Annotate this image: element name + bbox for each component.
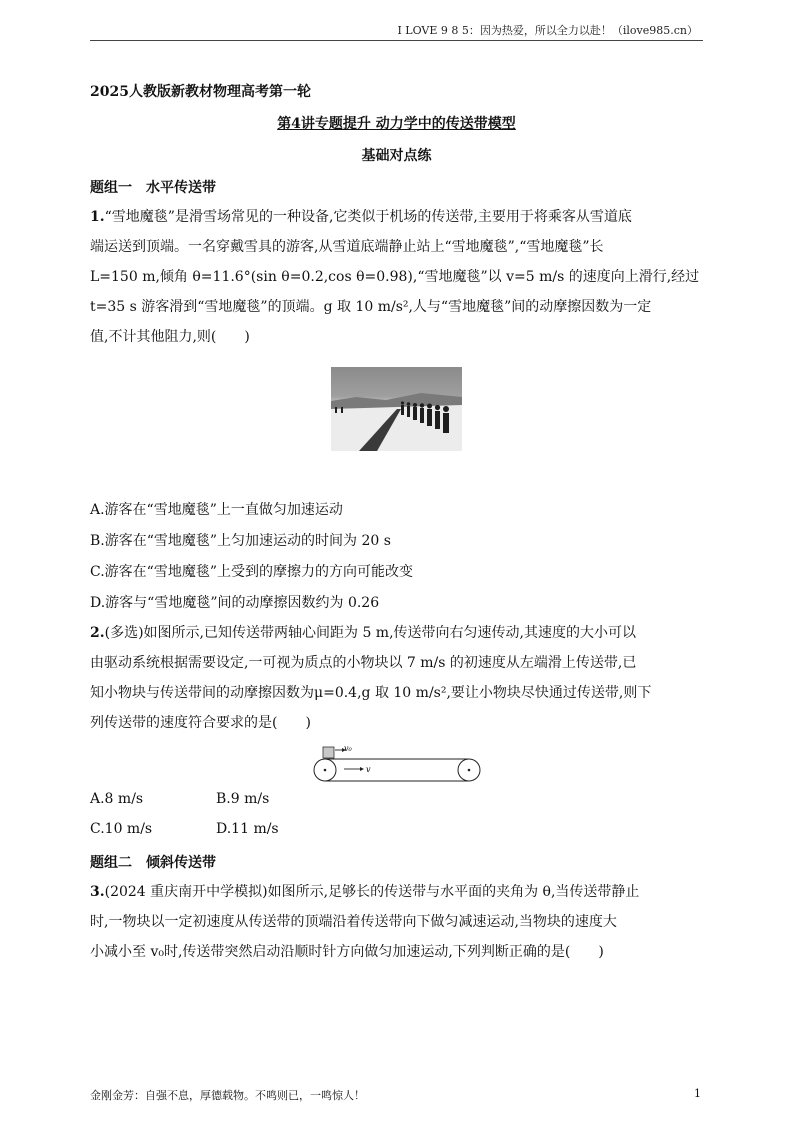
small-block: [323, 747, 334, 758]
q3-number: 3.: [90, 884, 105, 900]
q1-option-b: B.游客在“雪地魔毯”上匀加速运动的时间为 20 s: [90, 533, 391, 549]
v-label: v: [366, 765, 371, 774]
group2-title: 题组二 倾斜传送带: [90, 855, 216, 871]
v0-label: v₀: [344, 744, 352, 753]
page-header-text: I LOVE 9 8 5：因为热爱，所以全力以赴！（ilove985.cn）: [397, 24, 698, 37]
q3-line-3: 小减小至 v₀时,传送带突然启动沿顺时针方向做匀加速运动,下列判断正确的是( ): [90, 944, 604, 960]
header-divider: [90, 40, 703, 41]
q1-option-d: D.游客与“雪地魔毯”间的动摩擦因数约为 0.26: [90, 595, 380, 611]
snow-carpet-illustration: [331, 367, 462, 451]
q3-line-2: 时,一物块以一定初速度从传送带的顶端沿着传送带向下做匀减速运动,当物块的速度大: [90, 914, 617, 930]
q1-option-c: C.游客在“雪地魔毯”上受到的摩擦力的方向可能改变: [90, 564, 413, 580]
page-number: 1: [694, 1087, 701, 1100]
left-pulley-axle: [324, 769, 327, 772]
question-2: [90, 618, 703, 738]
q1-line-2: 端运送到顶端。一名穿戴雪具的游客,从雪道底端静止站上“雪地魔毯”,“雪地魔毯”长: [90, 239, 604, 255]
question-3: [90, 877, 703, 967]
q2-option-a: A.8 m/s: [90, 791, 144, 807]
lecture-title: 第4讲专题提升 动力学中的传送带模型: [277, 116, 516, 132]
q1-number: 1.: [90, 209, 105, 225]
q1-option-a: A.游客在“雪地魔毯”上一直做匀加速运动: [90, 502, 343, 518]
q2-line-1: 2.(多选)如图所示,已知传送带两轴心间距为 5 m,传送带向右匀速传动,其速度的大小可以: [90, 625, 636, 641]
q1-line-3: L=150 m,倾角 θ=11.6°(sin θ=0.2,cos θ=0.98),“雪地魔毯”以 v=5 m/s 的速度向上滑行,经过: [90, 269, 700, 285]
right-pulley-axle: [468, 769, 471, 772]
conveyor-belt-diagram: [308, 743, 486, 785]
series-title: 2025人教版新教材物理高考第一轮: [90, 84, 311, 100]
footer-motto: 金刚金芳：自强不息，厚德载物。不鸣则已，一鸣惊人！: [90, 1089, 365, 1102]
q2-number: 2.: [90, 625, 105, 641]
q2-option-c: C.10 m/s: [90, 821, 153, 837]
q2-line-3: 知小物块与传送带间的动摩擦因数为μ=0.4,g 取 10 m/s²,要让小物块尽快通过传送带,则下: [90, 685, 652, 701]
snow-carpet-photo: [331, 367, 462, 451]
conveyor-belt-figure: [308, 743, 486, 785]
q1-line-5: 值,不计其他阻力,则( ): [90, 329, 250, 345]
q1-line-4: t=35 s 游客滑到“雪地魔毯”的顶端。g 取 10 m/s²,人与“雪地魔毯”间的动摩擦因数为一定: [90, 299, 652, 315]
q3-line-1: 3.(2024 重庆南开中学模拟)如图所示,足够长的传送带与水平面的夹角为 θ,当传送带静止: [90, 884, 640, 900]
q2-option-d: D.11 m/s: [216, 821, 279, 837]
group1-title: 题组一 水平传送带: [90, 180, 216, 196]
q2-line-2: 由驱动系统根据需要设定,一可视为质点的小物块以 7 m/s 的初速度从左端滑上传送带,已: [90, 655, 637, 671]
section-title: 基础对点练: [361, 148, 432, 164]
q1-line-1: 1.“雪地魔毯”是滑雪场常见的一种设备,它类似于机场的传送带,主要用于将乘客从雪道底: [90, 209, 632, 225]
question-1: [90, 202, 703, 352]
q2-line-4: 列传送带的速度符合要求的是( ): [90, 715, 311, 731]
v-arrowhead: [360, 767, 364, 771]
q2-option-b: B.9 m/s: [216, 791, 270, 807]
